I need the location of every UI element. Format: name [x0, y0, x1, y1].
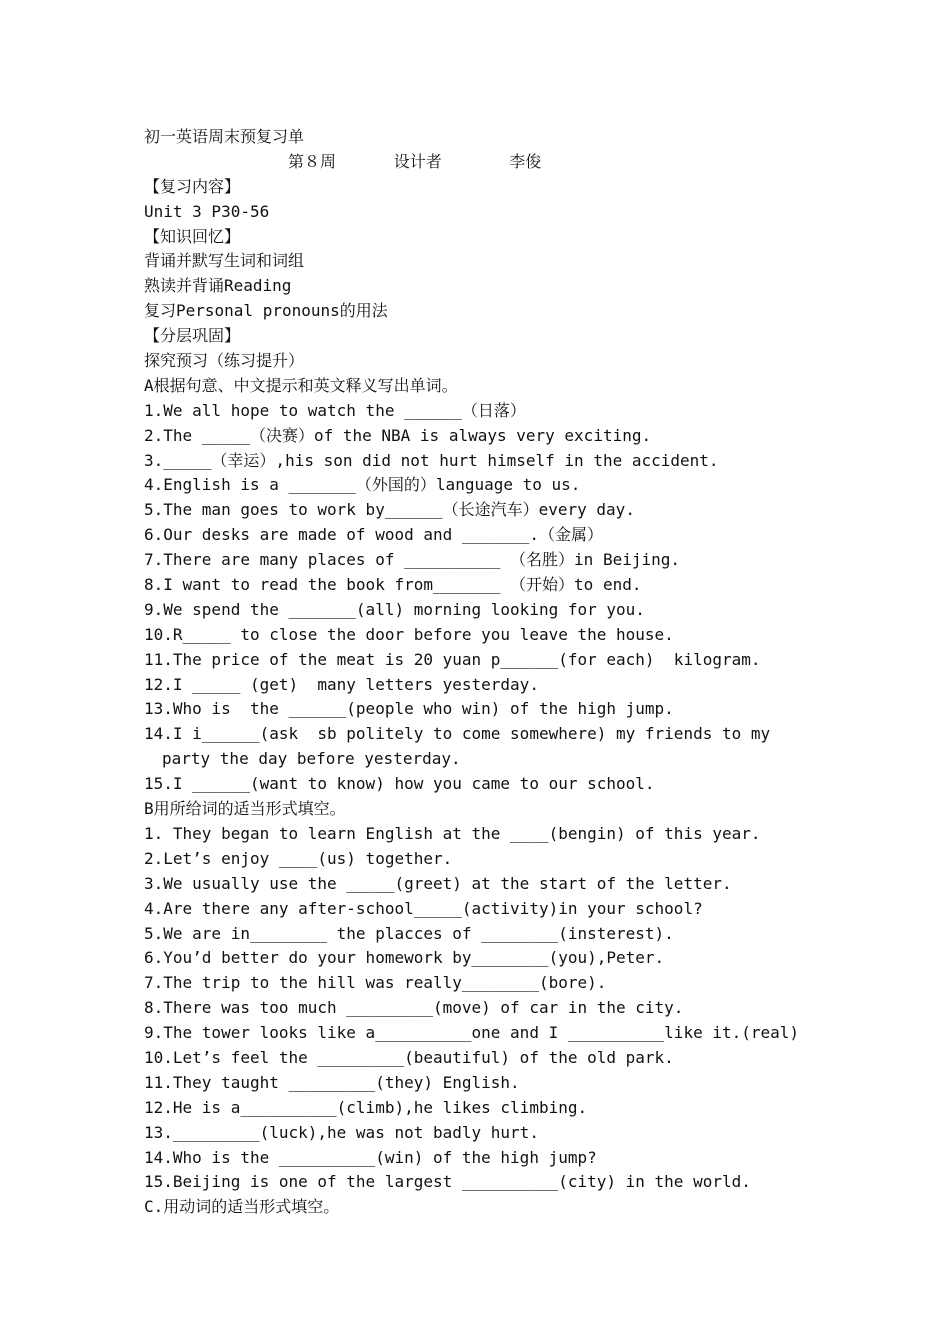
exercise-line: 2.Let’s enjoy ____(us) together. [144, 848, 453, 868]
exercise-line: 5.The man goes to work by______（长途汽车）every day. [144, 500, 635, 520]
exercise-line: 12.He is a__________(climb),he likes climbing. [144, 1097, 588, 1117]
exercise-line-continuation: party the day before yesterday. [162, 749, 461, 769]
exercise-line: 3._____（幸运）,his son did not hurt himself in the accident. [144, 450, 719, 470]
knowledge-heading: 【知识回忆】 [144, 226, 241, 246]
part-a-instruction: A根据句意、中文提示和英文释义写出单词。 [144, 375, 458, 395]
exercise-line: 15.Beijing is one of the largest __________(city) in the world. [144, 1172, 751, 1192]
exercise-line: 1.We all hope to watch the ______（日落） [144, 400, 526, 420]
part-b-instruction: B用所给词的适当形式填空。 [144, 799, 346, 819]
exercise-line: 6.You’d better do your homework by________(you),Peter. [144, 948, 665, 968]
exercise-line: 4.English is a _______（外国的）language to us. [144, 475, 581, 495]
part-c-instruction: C.用动词的适当形式填空。 [144, 1197, 340, 1217]
knowledge-item: 背诵并默写生词和词组 [144, 251, 305, 271]
exercise-line: 10.R_____ to close the door before you leave the house. [144, 624, 674, 644]
knowledge-item: 熟读并背诵Reading [144, 276, 292, 296]
exercise-line: 11.The price of the meat is 20 yuan p______(for each) kilogram. [144, 649, 761, 669]
explore-heading: 探究预习（练习提升） [144, 351, 305, 371]
exercise-line: 10.Let’s feel the _________(beautiful) of the old park. [144, 1047, 674, 1067]
exercise-line: 13._________(luck),he was not badly hurt. [144, 1122, 539, 1142]
exercise-line: 1. They began to learn English at the ____(bengin) of this year. [144, 823, 761, 843]
exercise-line: 11.They taught _________(they) English. [144, 1072, 520, 1092]
exercise-line: 2.The _____（决赛）of the NBA is always very exciting. [144, 425, 652, 445]
exercise-line: 13.Who is the ______(people who win) of the high jump. [144, 699, 674, 719]
exercise-line: 8.There was too much _________(move) of car in the city. [144, 998, 684, 1018]
exercise-line: 7.The trip to the hill was really________(bore). [144, 973, 607, 993]
exercise-line: 9.The tower looks like a__________one and I __________like it.(real) [144, 1023, 800, 1043]
exercise-line: 5.We are in________ the placces of ________(insterest). [144, 923, 674, 943]
exercise-line: 4.Are there any after-school_____(activity)in your school? [144, 898, 703, 918]
worksheet-page [144, 125, 824, 1220]
document-title: 初一英语周末预复习单 [144, 127, 305, 146]
exercise-line: 9.We spend the _______(all) morning looking for you. [144, 599, 645, 619]
exercise-line: 14.I i______(ask sb politely to come somewhere) my friends to my [144, 724, 771, 744]
knowledge-item: 复习Personal pronouns的用法 [144, 301, 388, 321]
exercise-line: 6.Our desks are made of wood and _______.（金属） [144, 525, 603, 545]
review-content-heading: 【复习内容】 [144, 176, 241, 196]
layered-heading: 【分层巩固】 [144, 326, 241, 346]
exercise-line: 12.I _____ (get) many letters yesterday. [144, 674, 539, 694]
exercise-line: 8.I want to read the book from_______ （开始）to end. [144, 575, 642, 595]
exercise-line: 15.I ______(want to know) how you came to our school. [144, 774, 655, 794]
document-subtitle: 第８周 设计者 李俊 [288, 151, 542, 171]
exercise-line: 7.There are many places of __________ （名胜）in Beijing. [144, 550, 681, 570]
review-content-text: Unit 3 P30-56 [144, 201, 270, 221]
exercise-line: 3.We usually use the _____(greet) at the start of the letter. [144, 873, 732, 893]
exercise-line: 14.Who is the __________(win) of the high jump? [144, 1147, 597, 1167]
